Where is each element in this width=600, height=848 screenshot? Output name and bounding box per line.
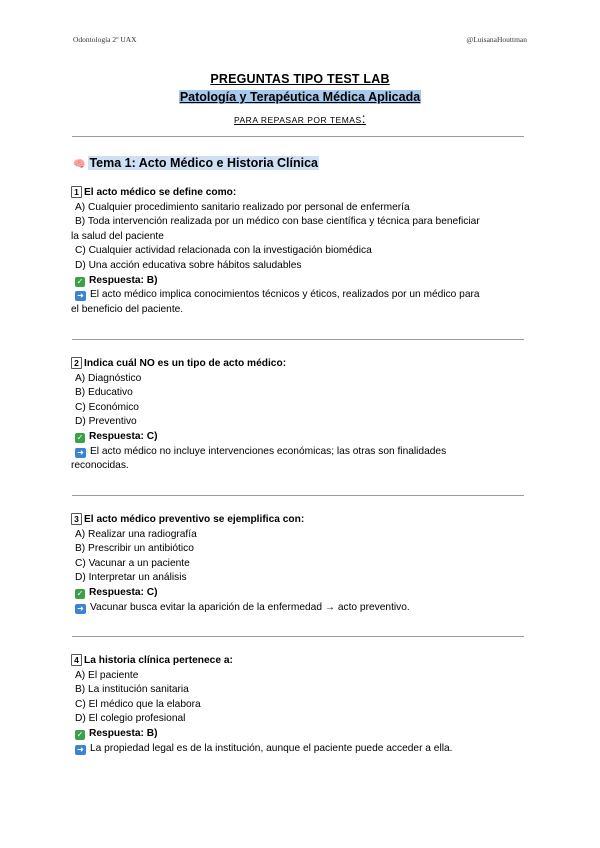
subtitle-colon: : <box>361 110 367 126</box>
explanation-line <box>71 601 526 616</box>
divider <box>72 495 524 496</box>
option-d: D) Preventivo <box>75 416 137 428</box>
option-c: C) El médico que la elabora <box>75 698 201 710</box>
divider <box>72 136 524 137</box>
topic-heading <box>73 156 319 170</box>
check-mark-icon: ✓ <box>76 432 84 442</box>
running-header-author: @LuisanaHouttman <box>466 35 527 44</box>
option-b: B) La institución sanitaria <box>75 684 189 696</box>
question-block-4 <box>71 654 526 756</box>
question-block-1 <box>71 186 526 317</box>
explanation-text: El acto médico no incluye intervenciones económicas; las otras son finalidades <box>90 445 447 457</box>
question-text: Indica cuál NO es un tipo de acto médico: <box>84 358 287 369</box>
option-a: A) Realizar una radiografía <box>75 528 197 540</box>
explanation-text: Vacunar busca evitar la aparición de la enfermedad → acto preventivo. <box>90 601 410 613</box>
option-d: D) El colegio profesional <box>75 713 186 725</box>
question-text: La historia clínica pertenece a: <box>84 655 233 666</box>
answer-text: Respuesta: C) <box>89 586 158 598</box>
number-badge-icon: 4 <box>71 654 82 666</box>
check-mark-icon: ✓ <box>76 588 84 598</box>
number-badge-icon: 2 <box>71 357 82 369</box>
answer-text: Respuesta: C) <box>89 430 158 442</box>
option-c: C) Económico <box>75 401 139 413</box>
option-a: A) El paciente <box>75 669 139 681</box>
answer-line <box>71 430 526 445</box>
answer-line <box>71 586 526 601</box>
option-c: C) Cualquier actividad relacionada con la investigación biomédica <box>75 245 372 257</box>
check-mark-icon: ✓ <box>76 729 84 739</box>
document-subtitle <box>0 110 600 126</box>
arrow-right-icon: ➜ <box>75 745 86 755</box>
divider <box>72 636 524 637</box>
explanation-line <box>71 288 526 303</box>
arrow-right-icon: ➜ <box>75 604 86 614</box>
subtitle-text: PARA REPASAR POR TEMAS <box>233 115 362 125</box>
explanation-continuation: reconocidas. <box>71 460 129 472</box>
question-title <box>71 357 526 372</box>
arrow-right-icon: ➜ <box>75 291 86 301</box>
brain-icon: 🧠 <box>73 159 86 170</box>
arrow-right-icon: ➜ <box>75 448 86 458</box>
check-mark-icon: ✓ <box>76 276 84 286</box>
option-d: D) Una acción educativa sobre hábitos saludables <box>75 259 302 271</box>
answer-text: Respuesta: B) <box>89 274 158 286</box>
question-text: El acto médico se define como: <box>84 187 237 198</box>
topic-label: Tema 1: Acto Médico e Historia Clínica <box>89 156 318 170</box>
document-title: PREGUNTAS TIPO TEST LAB <box>210 72 390 86</box>
explanation-line <box>71 445 526 460</box>
question-block-2 <box>71 357 526 474</box>
explanation-text: El acto médico implica conocimientos técnicos y éticos, realizados por un médico para <box>90 289 480 301</box>
option-a: A) Diagnóstico <box>75 372 142 384</box>
answer-line <box>71 727 526 742</box>
title-block <box>0 72 600 126</box>
explanation-line <box>71 742 526 757</box>
option-b: B) Toda intervención realizada por un médico con base científica y técnica para beneficiar <box>75 216 480 228</box>
divider <box>72 339 524 340</box>
option-d: D) Interpretar un análisis <box>75 572 187 584</box>
option-b: B) Prescribir un antibiótico <box>75 543 194 555</box>
subject-title: Patología y Terapéutica Médica Aplicada <box>179 90 421 104</box>
number-badge-icon: 3 <box>71 513 82 525</box>
question-text: El acto médico preventivo se ejemplifica con: <box>84 514 305 525</box>
answer-line <box>71 274 526 289</box>
question-title <box>71 513 526 528</box>
option-b: B) Educativo <box>75 387 133 399</box>
explanation-text: La propiedad legal es de la institución, aunque el paciente puede acceder a ella. <box>90 742 453 754</box>
running-header-course: Odontología 2º UAX <box>73 35 137 44</box>
number-badge-icon: 1 <box>71 186 82 198</box>
question-title <box>71 186 526 201</box>
question-block-3 <box>71 513 526 615</box>
answer-text: Respuesta: B) <box>89 727 158 739</box>
explanation-continuation: el beneficio del paciente. <box>71 303 184 315</box>
question-title <box>71 654 526 669</box>
option-c: C) Vacunar a un paciente <box>75 557 190 569</box>
option-b-continuation: la salud del paciente <box>71 230 164 242</box>
option-a: A) Cualquier procedimiento sanitario realizado por personal de enfermería <box>75 201 410 213</box>
